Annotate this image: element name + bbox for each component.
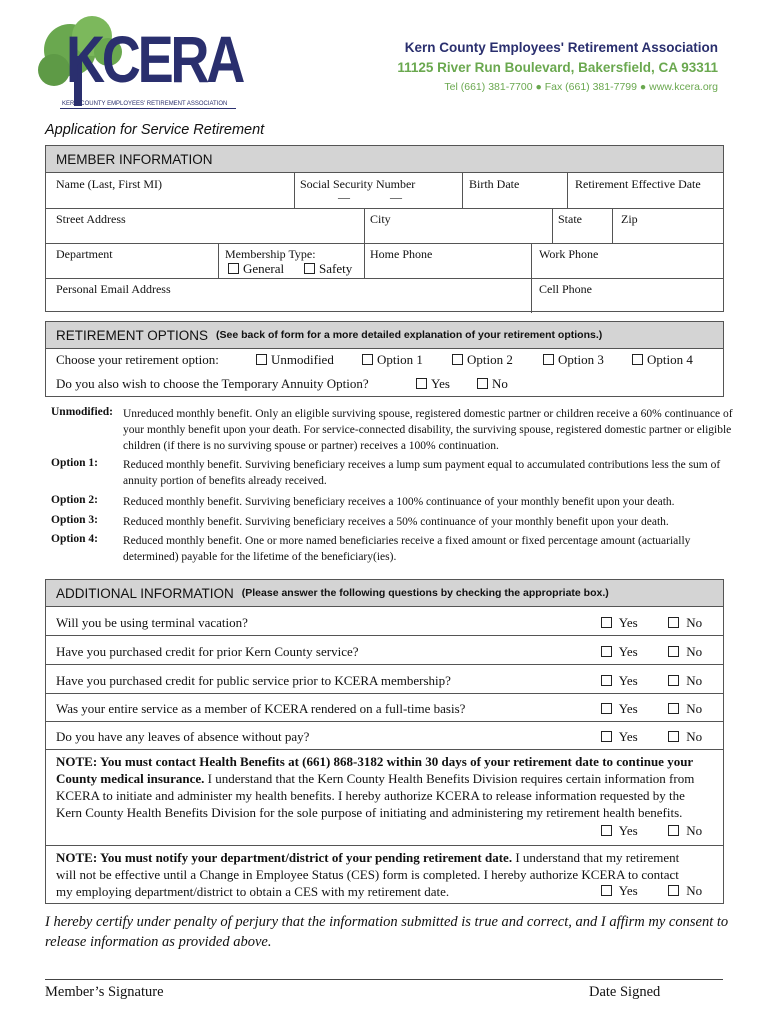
department-notify-note: NOTE: You must notify your department/district of your pending retirement date. I understand that my retirement will not be effective until a Change in Employee Status (CES) form is completed. I hereby authorize KCERA to contact my employing department/district to obtain a CES with my retirement date. — [56, 850, 680, 899]
org-contact: Tel (661) 381-7700 ● Fax (661) 381-7799 ● www.kcera.org — [444, 81, 718, 93]
city-field[interactable]: City — [370, 212, 391, 226]
logo-tagline: KERN COUNTY EMPLOYEES' RETIREMENT ASSOCIATION — [62, 100, 228, 107]
checkbox-icon[interactable] — [668, 617, 679, 628]
option-4[interactable]: Option 4 — [632, 352, 693, 368]
checkbox-icon[interactable] — [362, 354, 373, 365]
health-benefits-yes[interactable]: Yes — [601, 823, 638, 839]
full-time-no[interactable]: No — [668, 701, 702, 717]
definition-text: Unreduced monthly benefit. Only an eligible surviving spouse, registered domestic partner or children receive a 60% continuance of your monthly benefit upon your death. For service-connected disability, the surviving spouse, registered domestic partner or eligible children (if there is no surviving spouse or partner) receives a 100% continuation. — [123, 408, 733, 452]
department-field[interactable]: Department — [56, 247, 113, 261]
question-prior-kern-service: Have you purchased credit for prior Kern County service? — [56, 644, 359, 659]
terminal-vacation-yes[interactable]: Yes — [601, 615, 638, 631]
checkbox-icon[interactable] — [601, 675, 612, 686]
member-signature-label: Member’s Signature — [45, 984, 164, 1000]
member-info-heading: MEMBER INFORMATION — [46, 146, 723, 173]
definition-term: Option 2: — [51, 494, 98, 506]
definition-term: Option 3: — [51, 514, 98, 526]
health-benefits-note: NOTE: You must contact Health Benefits at (661) 868-3182 within 30 days of your retirement date to continue your County medical insurance. I understand that the Kern County Health Benefits Division requires certain information from KCERA to initiate and administer my health benefits. I hereby authorize KCERA to release information requested by the Kern County Health Benefits Division for the sole purpose of initiating and administering my retirement health benefits. — [56, 754, 695, 820]
birth-date-field[interactable]: Birth Date — [469, 177, 520, 191]
ssn-separator: — — [338, 190, 350, 204]
question-leaves-of-absence: Do you have any leaves of absence without pay? — [56, 729, 310, 744]
checkbox-icon[interactable] — [452, 354, 463, 365]
work-phone-field[interactable]: Work Phone — [539, 247, 599, 261]
checkbox-icon[interactable] — [668, 731, 679, 742]
definition-text: Reduced monthly benefit. One or more named beneficiaries receive a fixed amount or fixed percentage amount (actuarially determined) payable for the lifetime of the beneficiary(ies). — [123, 535, 691, 563]
public-service-yes[interactable]: Yes — [601, 673, 638, 689]
checkbox-icon[interactable] — [601, 825, 612, 836]
checkbox-icon[interactable] — [668, 703, 679, 714]
membership-type-label: Membership Type: — [225, 247, 316, 261]
prior-kern-service-no[interactable]: No — [668, 644, 702, 660]
checkbox-icon[interactable] — [256, 354, 267, 365]
definition-text: Reduced monthly benefit. Surviving beneficiary receives a 100% continuance of your monthly benefit upon your death. — [123, 496, 675, 508]
ces-no[interactable]: No — [668, 883, 702, 899]
leaves-of-absence-yes[interactable]: Yes — [601, 729, 638, 745]
kcera-logo — [30, 12, 243, 116]
question-full-time: Was your entire service as a member of KCERA rendered on a full-time basis? — [56, 701, 466, 716]
street-address-field[interactable]: Street Address — [56, 212, 126, 226]
additional-info-heading: ADDITIONAL INFORMATION (Please answer the following questions by checking the appropriate box.) — [46, 580, 723, 607]
ces-yes[interactable]: Yes — [601, 883, 638, 899]
zip-field[interactable]: Zip — [621, 212, 638, 226]
checkbox-icon[interactable] — [228, 263, 239, 274]
option-unmodified[interactable]: Unmodified — [256, 352, 334, 368]
annuity-yes[interactable]: Yes — [416, 376, 450, 392]
full-time-yes[interactable]: Yes — [601, 701, 638, 717]
terminal-vacation-no[interactable]: No — [668, 615, 702, 631]
checkbox-icon[interactable] — [601, 703, 612, 714]
definition-term: Unmodified: — [51, 406, 113, 418]
question-terminal-vacation: Will you be using terminal vacation? — [56, 615, 248, 630]
retirement-date-field[interactable]: Retirement Effective Date — [575, 177, 701, 191]
state-field[interactable]: State — [558, 212, 582, 226]
checkbox-icon[interactable] — [304, 263, 315, 274]
checkbox-icon[interactable] — [668, 885, 679, 896]
option-3[interactable]: Option 3 — [543, 352, 604, 368]
general-checkbox[interactable]: General — [228, 261, 284, 277]
checkbox-icon[interactable] — [601, 646, 612, 657]
org-address: 11125 River Run Boulevard, Bakersfield, CA 93311 — [397, 60, 718, 75]
retirement-options-section — [45, 321, 724, 397]
public-service-no[interactable]: No — [668, 673, 702, 689]
checkbox-icon[interactable] — [416, 378, 427, 389]
leaves-of-absence-no[interactable]: No — [668, 729, 702, 745]
checkbox-icon[interactable] — [601, 617, 612, 628]
health-benefits-no[interactable]: No — [668, 823, 702, 839]
checkbox-icon[interactable] — [668, 646, 679, 657]
certification-statement: I hereby certify under penalty of perjury that the information submitted is true and correct, and I affirm my consent to release information as provided above. — [45, 914, 729, 950]
additional-info-section — [45, 579, 724, 904]
checkbox-icon[interactable] — [601, 885, 612, 896]
annuity-no[interactable]: No — [477, 376, 508, 392]
checkbox-icon[interactable] — [601, 731, 612, 742]
date-signed-label: Date Signed — [589, 984, 661, 1000]
cell-phone-field[interactable]: Cell Phone — [539, 282, 592, 296]
question-public-service: Have you purchased credit for public service prior to KCERA membership? — [56, 673, 451, 688]
signature-line[interactable] — [45, 979, 723, 980]
logo-wordmark: KCERA — [66, 22, 243, 96]
option-2[interactable]: Option 2 — [452, 352, 513, 368]
ssn-field[interactable]: Social Security Number — [300, 177, 416, 191]
definition-text: Reduced monthly benefit. Surviving beneficiary receives a lump sum payment equal to accumulated contributions less the sum of annuity portion of benefits already received. — [123, 459, 721, 487]
prior-kern-service-yes[interactable]: Yes — [601, 644, 638, 660]
choose-option-label: Choose your retirement option: — [56, 352, 219, 367]
org-name: Kern County Employees' Retirement Association — [404, 40, 718, 55]
checkbox-icon[interactable] — [632, 354, 643, 365]
checkbox-icon[interactable] — [668, 675, 679, 686]
definition-term: Option 4: — [51, 533, 98, 545]
home-phone-field[interactable]: Home Phone — [370, 247, 433, 261]
definition-text: Reduced monthly benefit. Surviving beneficiary receives a 50% continuance of your monthly benefit upon your death. — [123, 516, 669, 528]
safety-checkbox[interactable]: Safety — [304, 261, 352, 277]
member-info-section — [45, 145, 724, 312]
option-1[interactable]: Option 1 — [362, 352, 423, 368]
retirement-options-heading: RETIREMENT OPTIONS (See back of form for a more detailed explanation of your retirement options.) — [46, 322, 723, 349]
temporary-annuity-label: Do you also wish to choose the Temporary Annuity Option? — [56, 376, 369, 391]
name-field[interactable]: Name (Last, First MI) — [56, 177, 162, 191]
checkbox-icon[interactable] — [543, 354, 554, 365]
checkbox-icon[interactable] — [477, 378, 488, 389]
ssn-separator: — — [390, 190, 402, 204]
definition-term: Option 1: — [51, 457, 98, 469]
checkbox-icon[interactable] — [668, 825, 679, 836]
form-title: Application for Service Retirement — [45, 122, 265, 138]
email-field[interactable]: Personal Email Address — [56, 282, 171, 296]
